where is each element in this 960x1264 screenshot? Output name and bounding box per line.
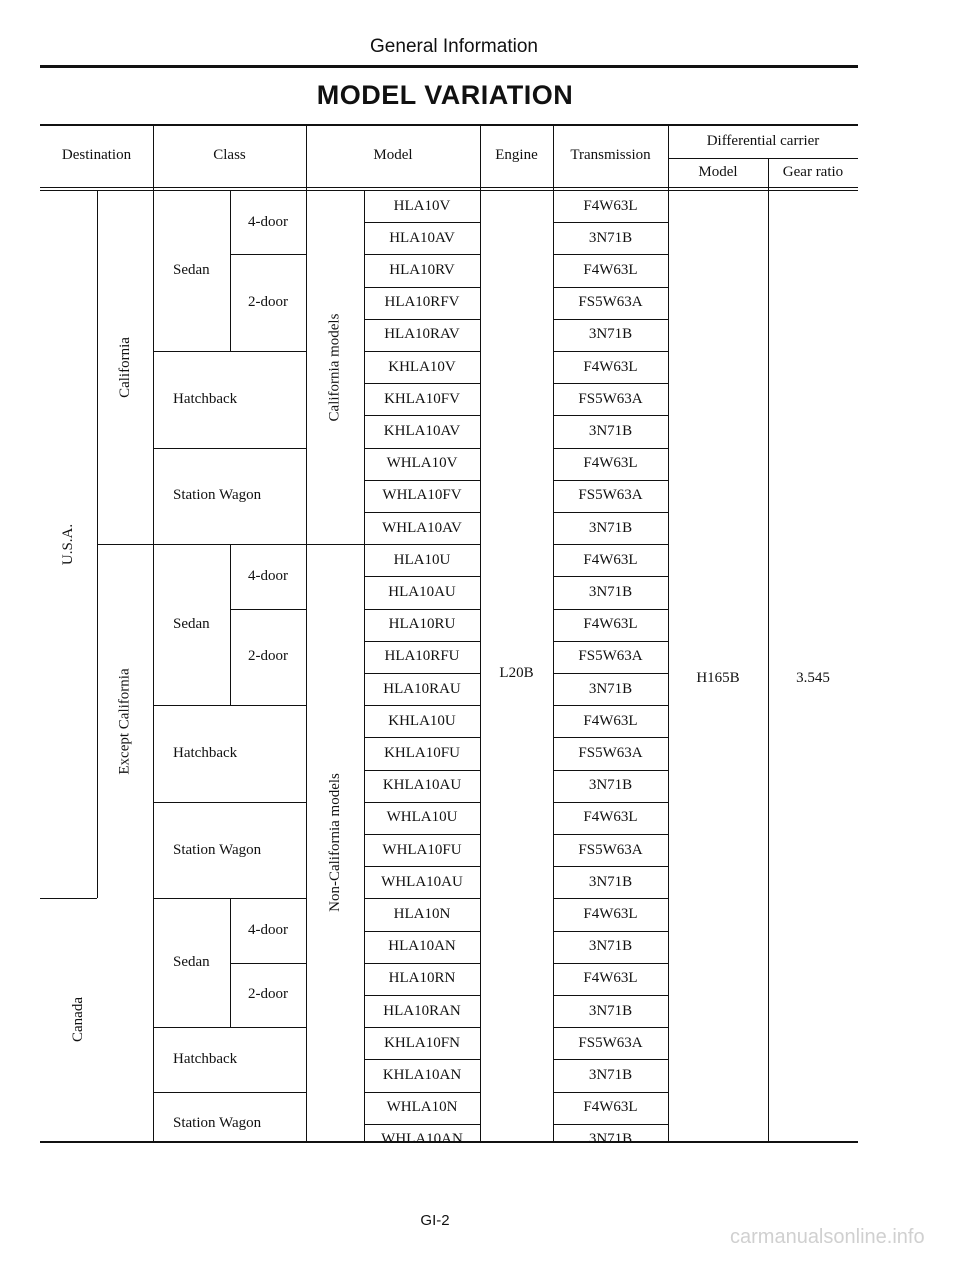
model-code-cell: HLA10AU bbox=[388, 583, 456, 600]
model-code-cell: WHLA10AU bbox=[381, 873, 463, 890]
model-code-cell: HLA10RFV bbox=[384, 294, 460, 311]
transmission-cell: 3N71B bbox=[588, 938, 633, 955]
model-group-non-california-label: Non-California models bbox=[326, 773, 343, 912]
model-code-cell: KHLA10V bbox=[388, 358, 456, 375]
model-code-cell: KHLA10FU bbox=[384, 744, 460, 761]
destination-canada bbox=[40, 898, 117, 1141]
model-group-california bbox=[306, 190, 364, 544]
transmission-cell: F4W63L bbox=[583, 712, 638, 729]
model-code-cell: WHLA10FU bbox=[382, 841, 462, 858]
class-2-door: 2-door bbox=[248, 986, 288, 1003]
transmission-cell: 3N71B bbox=[588, 422, 633, 439]
model-code-cell: KHLA10AN bbox=[382, 1066, 462, 1083]
subregion-california bbox=[97, 190, 153, 544]
transmission-cell: F4W63L bbox=[583, 616, 638, 633]
transmission-cell: F4W63L bbox=[583, 261, 638, 278]
class-2-door: 2-door bbox=[248, 294, 288, 311]
transmission-cell: 3N71B bbox=[588, 1002, 633, 1019]
model-code-cell: HLA10U bbox=[393, 551, 451, 568]
class-sedan: Sedan bbox=[173, 954, 210, 971]
model-code-cell: HLA10N bbox=[393, 905, 451, 922]
gear-ratio-value: 3.545 bbox=[796, 670, 830, 686]
page-number: GI-2 bbox=[420, 1212, 450, 1229]
class-station-wagon: Station Wagon bbox=[173, 487, 262, 504]
subregion-except-california-label: Except California bbox=[116, 668, 133, 775]
model-code-cell: HLA10RN bbox=[388, 970, 456, 987]
model-group-non-california bbox=[306, 544, 364, 1141]
class-station-wagon: Station Wagon bbox=[173, 841, 262, 858]
model-code-cell: WHLA10FV bbox=[382, 487, 462, 504]
column-rule-engine bbox=[480, 124, 481, 1141]
transmission-cell: FS5W63A bbox=[578, 648, 643, 665]
model-code-cell: HLA10AN bbox=[388, 938, 456, 955]
model-code-cell: WHLA10U bbox=[386, 809, 458, 826]
transmission-cell: 3N71B bbox=[588, 326, 633, 343]
model-code-cell: WHLA10N bbox=[386, 1099, 458, 1116]
transmission-cell: 3N71B bbox=[588, 777, 633, 794]
model-code-cell: HLA10RAN bbox=[383, 1002, 461, 1019]
column-rule-class bbox=[153, 124, 154, 1141]
transmission-cell: F4W63L bbox=[583, 809, 638, 826]
header-transmission: Transmission bbox=[570, 147, 651, 163]
model-code-cell: KHLA10AV bbox=[383, 422, 461, 439]
engine-value: L20B bbox=[499, 665, 534, 681]
header-differential-model: Model bbox=[698, 164, 738, 180]
transmission-cell: 3N71B bbox=[588, 873, 633, 890]
model-code-cell: WHLA10AN bbox=[381, 1131, 463, 1148]
transmission-cell: F4W63L bbox=[583, 551, 638, 568]
model-code-cell: HLA10RAV bbox=[384, 326, 460, 343]
column-rule-gear-ratio bbox=[768, 158, 769, 1141]
destination-usa bbox=[40, 190, 97, 898]
column-rule-differential bbox=[668, 124, 669, 1141]
class-4-door: 4-door bbox=[248, 922, 288, 939]
class-hatchback: Hatchback bbox=[173, 744, 238, 761]
class-station-wagon: Station Wagon bbox=[173, 1115, 262, 1132]
header-differential-carrier: Differential carrier bbox=[706, 132, 820, 149]
transmission-cell: 3N71B bbox=[588, 229, 633, 246]
transmission-cell: 3N71B bbox=[588, 583, 633, 600]
transmission-cell: F4W63L bbox=[583, 197, 638, 214]
page-title: MODEL VARIATION bbox=[316, 80, 574, 110]
model-code-cell: HLA10RU bbox=[388, 616, 456, 633]
class-2-door: 2-door bbox=[248, 648, 288, 665]
transmission-cell: F4W63L bbox=[583, 455, 638, 472]
model-code-cell: HLA10RV bbox=[389, 261, 455, 278]
destination-usa-label: U.S.A. bbox=[59, 523, 76, 565]
header-gear-ratio: Gear ratio bbox=[782, 164, 844, 180]
transmission-cell: F4W63L bbox=[583, 358, 638, 375]
transmission-cell: FS5W63A bbox=[578, 294, 643, 311]
class-hatchback: Hatchback bbox=[173, 390, 238, 407]
header-destination: Destination bbox=[61, 147, 132, 163]
subregion-california-label: California bbox=[116, 336, 133, 398]
transmission-cell: FS5W63A bbox=[578, 1034, 643, 1051]
transmission-cell: FS5W63A bbox=[578, 841, 643, 858]
class-sedan: Sedan bbox=[173, 616, 210, 633]
model-code-cell: KHLA10FV bbox=[384, 390, 460, 407]
transmission-cell: FS5W63A bbox=[578, 487, 643, 504]
model-code-cell: HLA10RAU bbox=[383, 680, 461, 697]
header-class: Class bbox=[213, 147, 246, 163]
class-hatchback: Hatchback bbox=[173, 1050, 238, 1067]
model-group-california-label: California models bbox=[326, 313, 343, 422]
model-code-cell: KHLA10AU bbox=[382, 777, 462, 794]
transmission-cell: FS5W63A bbox=[578, 390, 643, 407]
model-code-cell: HLA10V bbox=[393, 197, 451, 214]
header-separator-rule bbox=[40, 187, 858, 188]
model-code-cell: WHLA10V bbox=[386, 455, 458, 472]
transmission-cell: F4W63L bbox=[583, 970, 638, 987]
transmission-cell: 3N71B bbox=[588, 1131, 633, 1148]
class-sedan: Sedan bbox=[173, 262, 210, 278]
differential-model-value: H165B bbox=[696, 670, 740, 686]
transmission-cell: FS5W63A bbox=[578, 744, 643, 761]
model-code-cell: KHLA10U bbox=[388, 712, 456, 729]
transmission-cell: 3N71B bbox=[588, 1066, 633, 1083]
transmission-cell: F4W63L bbox=[583, 1099, 638, 1116]
class-4-door: 4-door bbox=[248, 567, 288, 584]
model-code-cell: KHLA10FN bbox=[384, 1034, 460, 1051]
page-section-title: General Information bbox=[370, 36, 538, 57]
transmission-cell: F4W63L bbox=[583, 905, 638, 922]
model-code-cell: HLA10RFU bbox=[384, 648, 460, 665]
header-engine: Engine bbox=[495, 147, 538, 163]
subregion-except-california bbox=[97, 544, 153, 898]
transmission-cell: 3N71B bbox=[588, 680, 633, 697]
class-4-door: 4-door bbox=[248, 213, 288, 230]
model-code-cell: WHLA10AV bbox=[382, 519, 462, 536]
transmission-cell: 3N71B bbox=[588, 519, 633, 536]
watermark: carmanualsonline.info bbox=[730, 1226, 925, 1248]
header-model: Model bbox=[373, 147, 413, 163]
destination-canada-label: Canada bbox=[69, 997, 86, 1043]
model-code-cell: HLA10AV bbox=[389, 229, 455, 246]
